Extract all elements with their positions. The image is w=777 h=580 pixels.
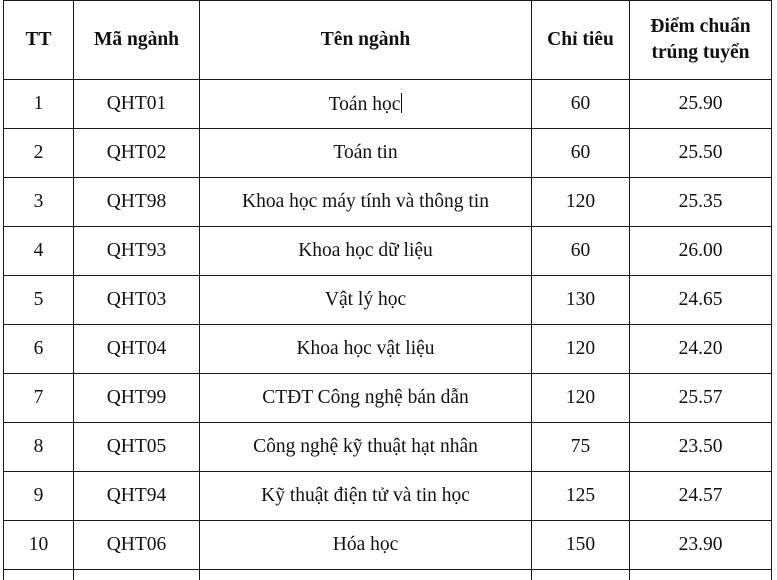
text-cursor — [401, 93, 402, 113]
cell-chi-tieu: 150 — [532, 521, 630, 570]
header-chi-tieu: Chỉ tiêu — [532, 1, 630, 80]
cell-ten-nganh: Công nghệ kỹ thuật hạt nhân — [200, 423, 532, 472]
cell-diem-chuan: 25.35 — [630, 178, 772, 227]
cell-tt: 5 — [4, 276, 74, 325]
cell-ma-nganh: QHT01 — [74, 80, 200, 129]
table-row — [4, 325, 772, 374]
cell-tt: 8 — [4, 423, 74, 472]
header-ma-nganh: Mã ngành — [74, 1, 200, 80]
table-row — [4, 374, 772, 423]
table-row — [4, 178, 772, 227]
table-row — [4, 227, 772, 276]
cell-ma-nganh: QHT05 — [74, 423, 200, 472]
cell-tt: 10 — [4, 521, 74, 570]
cell-ma-nganh: QHT03 — [74, 276, 200, 325]
cell-ma-nganh: QHT06 — [74, 521, 200, 570]
table-row — [4, 80, 772, 129]
cell-ma-nganh: QHT94 — [74, 472, 200, 521]
cell-ten-nganh: Hóa học — [200, 521, 532, 570]
cell-diem-chuan: 23.50 — [630, 423, 772, 472]
cell-ma-nganh: QHT98 — [74, 178, 200, 227]
cell-chi-tieu: 75 — [532, 423, 630, 472]
cell-chi-tieu: 125 — [532, 472, 630, 521]
header-diem-chuan-line2: trúng tuyển — [651, 42, 749, 63]
cell-diem-chuan: 24.65 — [630, 276, 772, 325]
cell-diem-chuan: 24.57 — [630, 472, 772, 521]
cell-chi-tieu: 120 — [532, 374, 630, 423]
cell-ma-nganh: QHT93 — [74, 227, 200, 276]
cell-chi-tieu: 60 — [532, 80, 630, 129]
cell-ten-nganh: Khoa học máy tính và thông tin — [200, 178, 532, 227]
cell-diem-chuan: 25.90 — [630, 80, 772, 129]
cell-diem-chuan: 25.50 — [630, 129, 772, 178]
admissions-table — [3, 0, 772, 580]
cell-ma-nganh: QHT02 — [74, 129, 200, 178]
cell-ten-nganh: Toán tin — [200, 129, 532, 178]
cell-diem-chuan: 24.20 — [630, 325, 772, 374]
cell-ma-nganh: QHT99 — [74, 374, 200, 423]
header-tt: TT — [4, 1, 74, 80]
cell-ten-nganh-text: Toán học — [329, 94, 401, 115]
cell-diem-chuan: 23.90 — [630, 521, 772, 570]
cell-tt: 1 — [4, 80, 74, 129]
cell-ten-nganh: Khoa học vật liệu — [200, 325, 532, 374]
table-row — [4, 472, 772, 521]
cell-chi-tieu: 60 — [532, 129, 630, 178]
cell-ten-nganh: Khoa học dữ liệu — [200, 227, 532, 276]
cell-tt: 3 — [4, 178, 74, 227]
cell-ten-nganh: CTĐT Công nghệ bán dẫn — [200, 374, 532, 423]
header-diem-chuan — [630, 1, 772, 80]
cell-diem-chuan: 26.00 — [630, 227, 772, 276]
cell-tt: 2 — [4, 129, 74, 178]
cell-tt: 4 — [4, 227, 74, 276]
cell-tt: 6 — [4, 325, 74, 374]
cell-ma-nganh: QHT04 — [74, 325, 200, 374]
cell-diem-chuan: 25.57 — [630, 374, 772, 423]
cell-ten-nganh — [200, 80, 532, 129]
cell-chi-tieu: 60 — [532, 227, 630, 276]
cell-tt: 7 — [4, 374, 74, 423]
header-diem-chuan-line1: Điểm chuẩn — [650, 16, 750, 37]
table-row — [4, 423, 772, 472]
header-row — [4, 1, 772, 80]
header-ten-nganh: Tên ngành — [200, 1, 532, 80]
cell-chi-tieu: 120 — [532, 325, 630, 374]
table-row — [4, 521, 772, 570]
cell-ten-nganh: Vật lý học — [200, 276, 532, 325]
table-row — [4, 129, 772, 178]
cell-chi-tieu: 130 — [532, 276, 630, 325]
cell-ten-nganh: Kỹ thuật điện tử và tin học — [200, 472, 532, 521]
cell-chi-tieu: 120 — [532, 178, 630, 227]
table-row — [4, 276, 772, 325]
cell-tt: 9 — [4, 472, 74, 521]
